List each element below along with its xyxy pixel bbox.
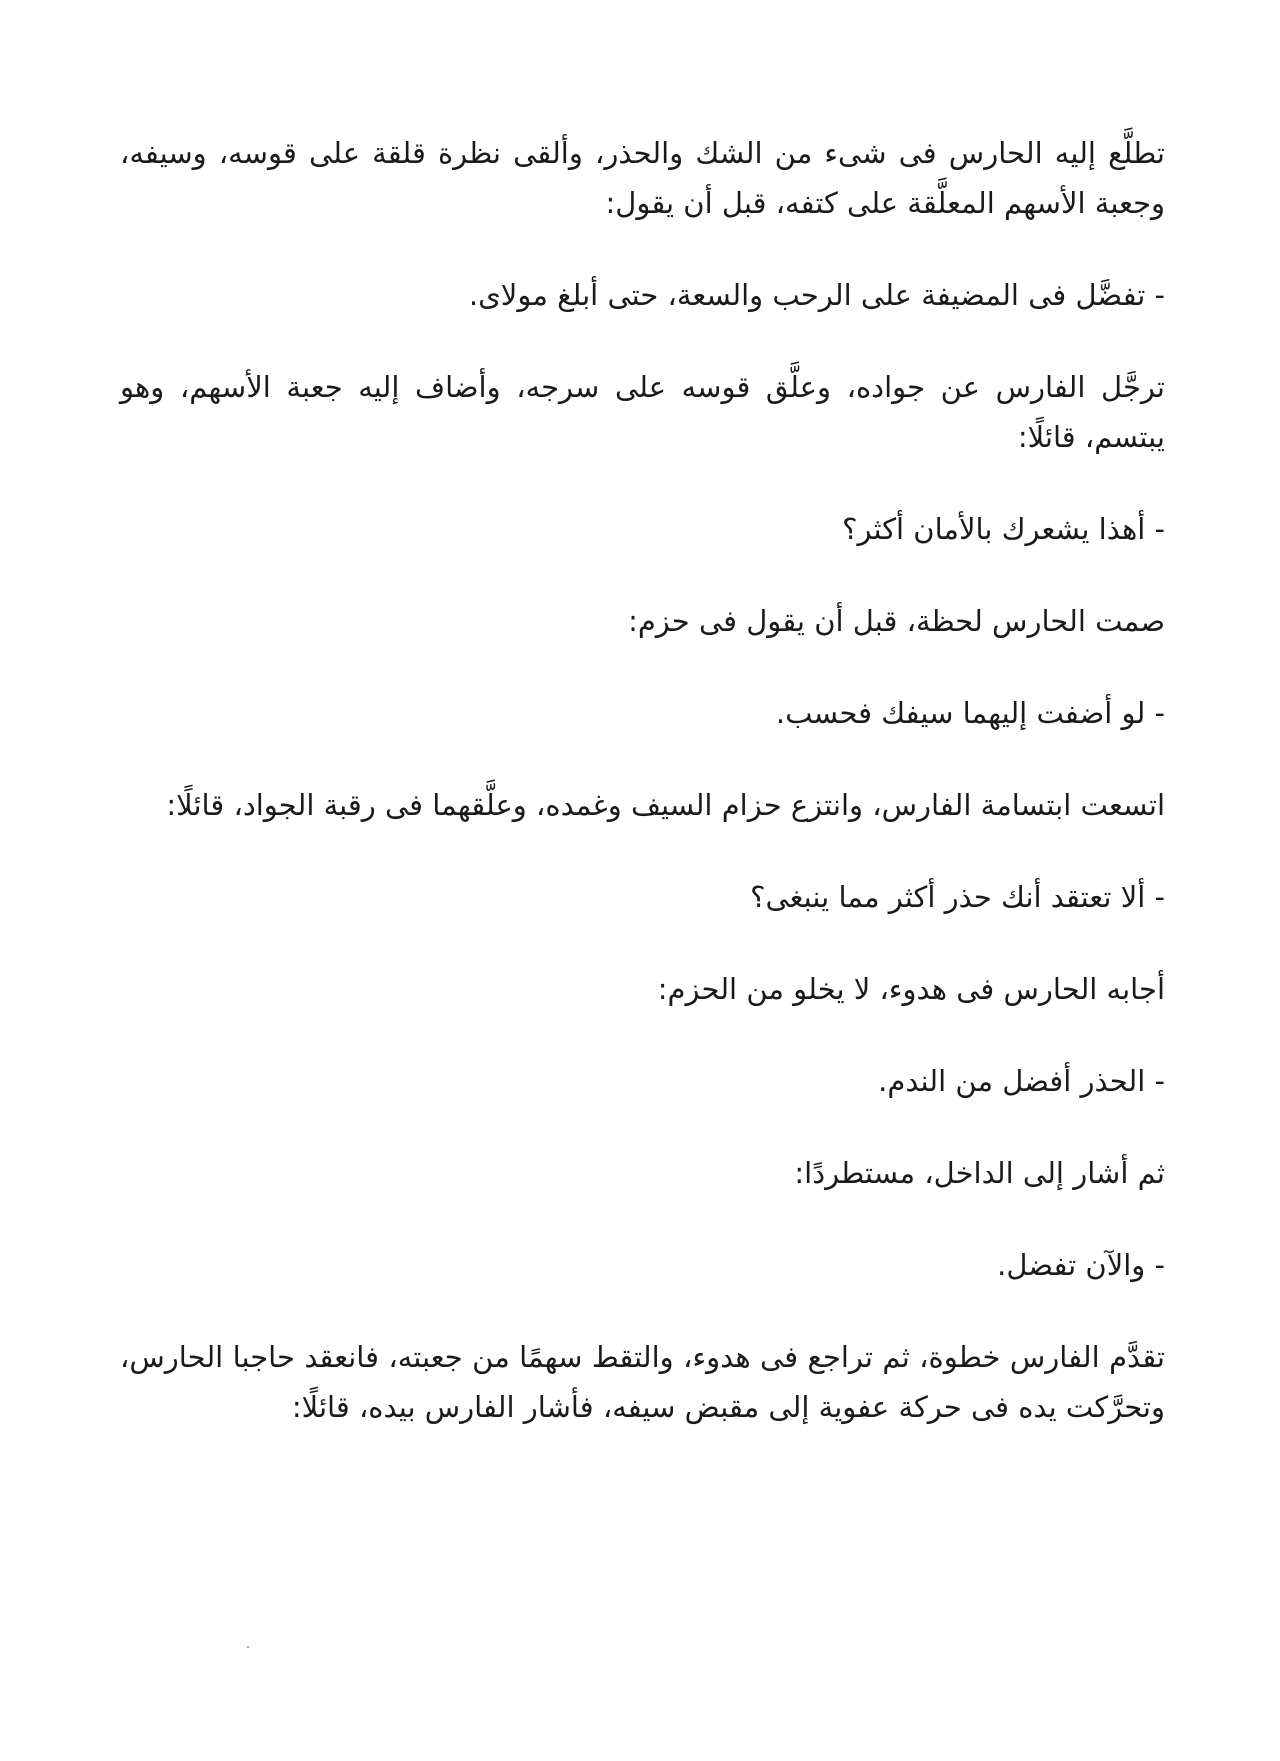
paragraph-narration: ثم أشار إلى الداخل، مستطردًا: [794,1156,1165,1190]
paragraph-narration: صمت الحارس لحظة، قبل أن يقول فى حزم: [628,604,1165,638]
paragraph-narration: ترجَّل الفارس عن جواده، وعلَّق قوسه على سرجه، وأضاف إليه جعبة الأسهم، وهو يبتسم، قائلًا: [120,370,1165,454]
story-text [120,128,1165,1432]
stray-dot [247,1646,249,1648]
paragraph-dialogue: - لو أضفت إليهما سيفك فحسب. [775,696,1165,730]
paragraph-dialogue: - الحذر أفضل من الندم. [878,1064,1165,1098]
paragraph-narration: اتسعت ابتسامة الفارس، وانتزع حزام السيف وغمده، وعلَّقهما فى رقبة الجواد، قائلًا: [166,788,1165,822]
paragraph-narration: أجابه الحارس فى هدوء، لا يخلو من الحزم: [657,972,1165,1006]
paragraph-dialogue: - والآن تفضل. [997,1248,1165,1282]
paragraph-dialogue: - ألا تعتقد أنك حذر أكثر مما ينبغى؟ [750,880,1165,914]
paragraph-dialogue: - أهذا يشعرك بالأمان أكثر؟ [842,512,1165,546]
paragraph-dialogue: - تفضَّل فى المضيفة على الرحب والسعة، حتى أبلغ مولاى. [468,278,1165,312]
paragraph-narration: تقدَّم الفارس خطوة، ثم تراجع فى هدوء، والتقط سهمًا من جعبته، فانعقد حاجبا الحارس، وتحرَّكت يده فى حركة عفوية إلى مقبض سيفه، فأشار الفارس بيده، قائلًا: [120,1340,1165,1424]
paragraph-narration: تطلَّع إليه الحارس فى شىء من الشك والحذر، وألقى نظرة قلقة على قوسه، وسيفه، وجعبة الأسهم المعلَّقة على كتفه، قبل أن يقول: [120,136,1165,220]
